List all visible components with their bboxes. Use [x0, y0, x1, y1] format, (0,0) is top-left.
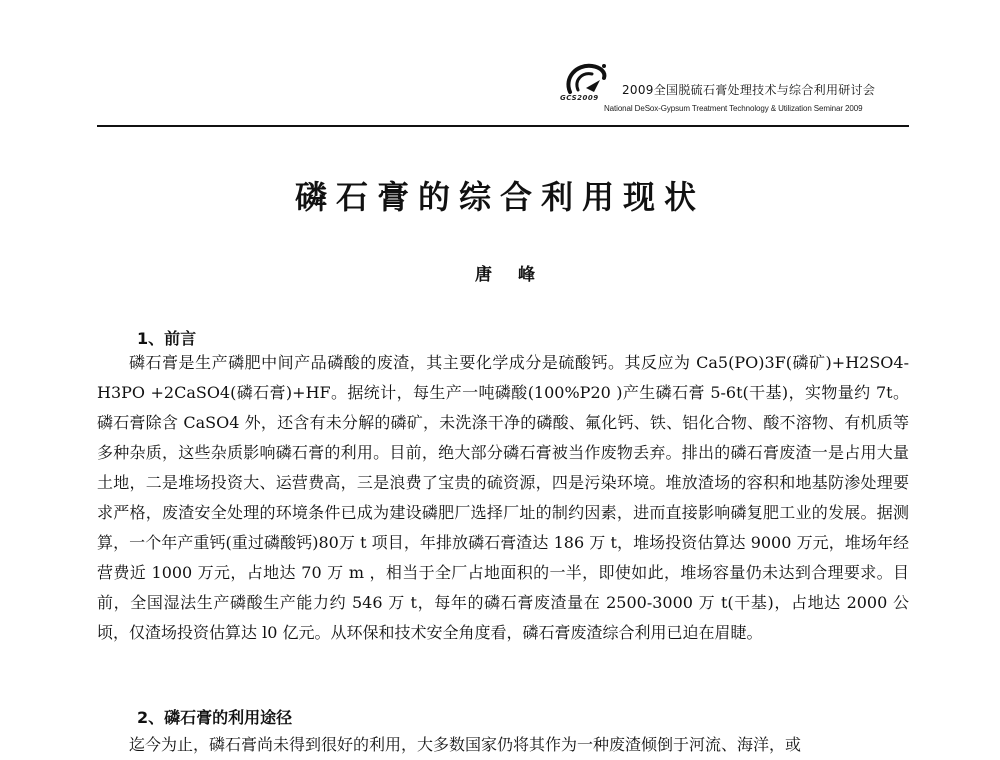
section-heading-uses: 2、磷石膏的利用途径 — [137, 708, 293, 727]
conference-name-en: National DeSox-Gypsum Treatment Technology & Utilization Seminar 2009 — [604, 104, 863, 113]
section-paragraph-uses: 迄今为止，磷石膏尚未得到很好的利用，大多数国家仍将其作为一种废渣倾倒于河流、海洋，或 — [129, 735, 802, 754]
conference-name-cn: 2009全国脱硫石膏处理技术与综合利用研讨会 — [622, 83, 876, 97]
header-divider — [97, 125, 909, 127]
section-heading-intro: 1、前言 — [137, 329, 197, 348]
section-paragraph-intro: 磷石膏是生产磷肥中间产品磷酸的废渣，其主要化学成分是硫酸钙。其反应为 Ca5(PO)3F(磷矿)+H2SO4-H3PO +2CaSO4(磷石膏)+HF。据统计，每生产一吨磷酸(100%P20 )产生磷石膏 5-6t(干基)，实物量约 7t。磷石膏除含 CaSO4 外，还含有未分解的磷矿，未洗涤干净的磷酸、氟化钙、铁、铝化合物、酸不溶物、有机质等多种杂质，这些杂质影响磷石膏的利用。目前，绝大部分磷石膏被当作废物丢弃。排出的磷石膏废渣一是占用大量土地，二是堆场投资大、运营费高，三是浪费了宝贵的硫资源，四是污染环境。堆放渣场的容积和地基防渗处理要求严格，废渣安全处理的环境条件已成为建设磷肥厂选择厂址的制约因素，进而直接影响磷复肥工业的发展。据测算，一个年产重钙(重过磷酸钙)80万 t 项目，年排放磷石膏渣达 186 万 t，堆场投资估算达 9000 万元，堆场年经营费近 1000 万元，占地达 70 万 m ，相当于全厂占地面积的一半，即使如此，堆场容量仍未达到合理要求。目前，全国湿法生产磷酸生产能力约 546 万 t，每年的磷石膏废渣量在 2500-3000 万 t(干基)，占地达 2000 公顷，仅渣场投资估算达 l0 亿元。从环保和技术安全角度看，磷石膏废渣综合利用已迫在眉睫。 — [97, 353, 909, 642]
logo-caption: GCS2009 — [560, 94, 599, 102]
paper-author: 唐 峰 — [475, 265, 545, 285]
conference-header — [560, 58, 910, 122]
paper-title: 磷石膏的综合利用现状 — [294, 178, 705, 216]
